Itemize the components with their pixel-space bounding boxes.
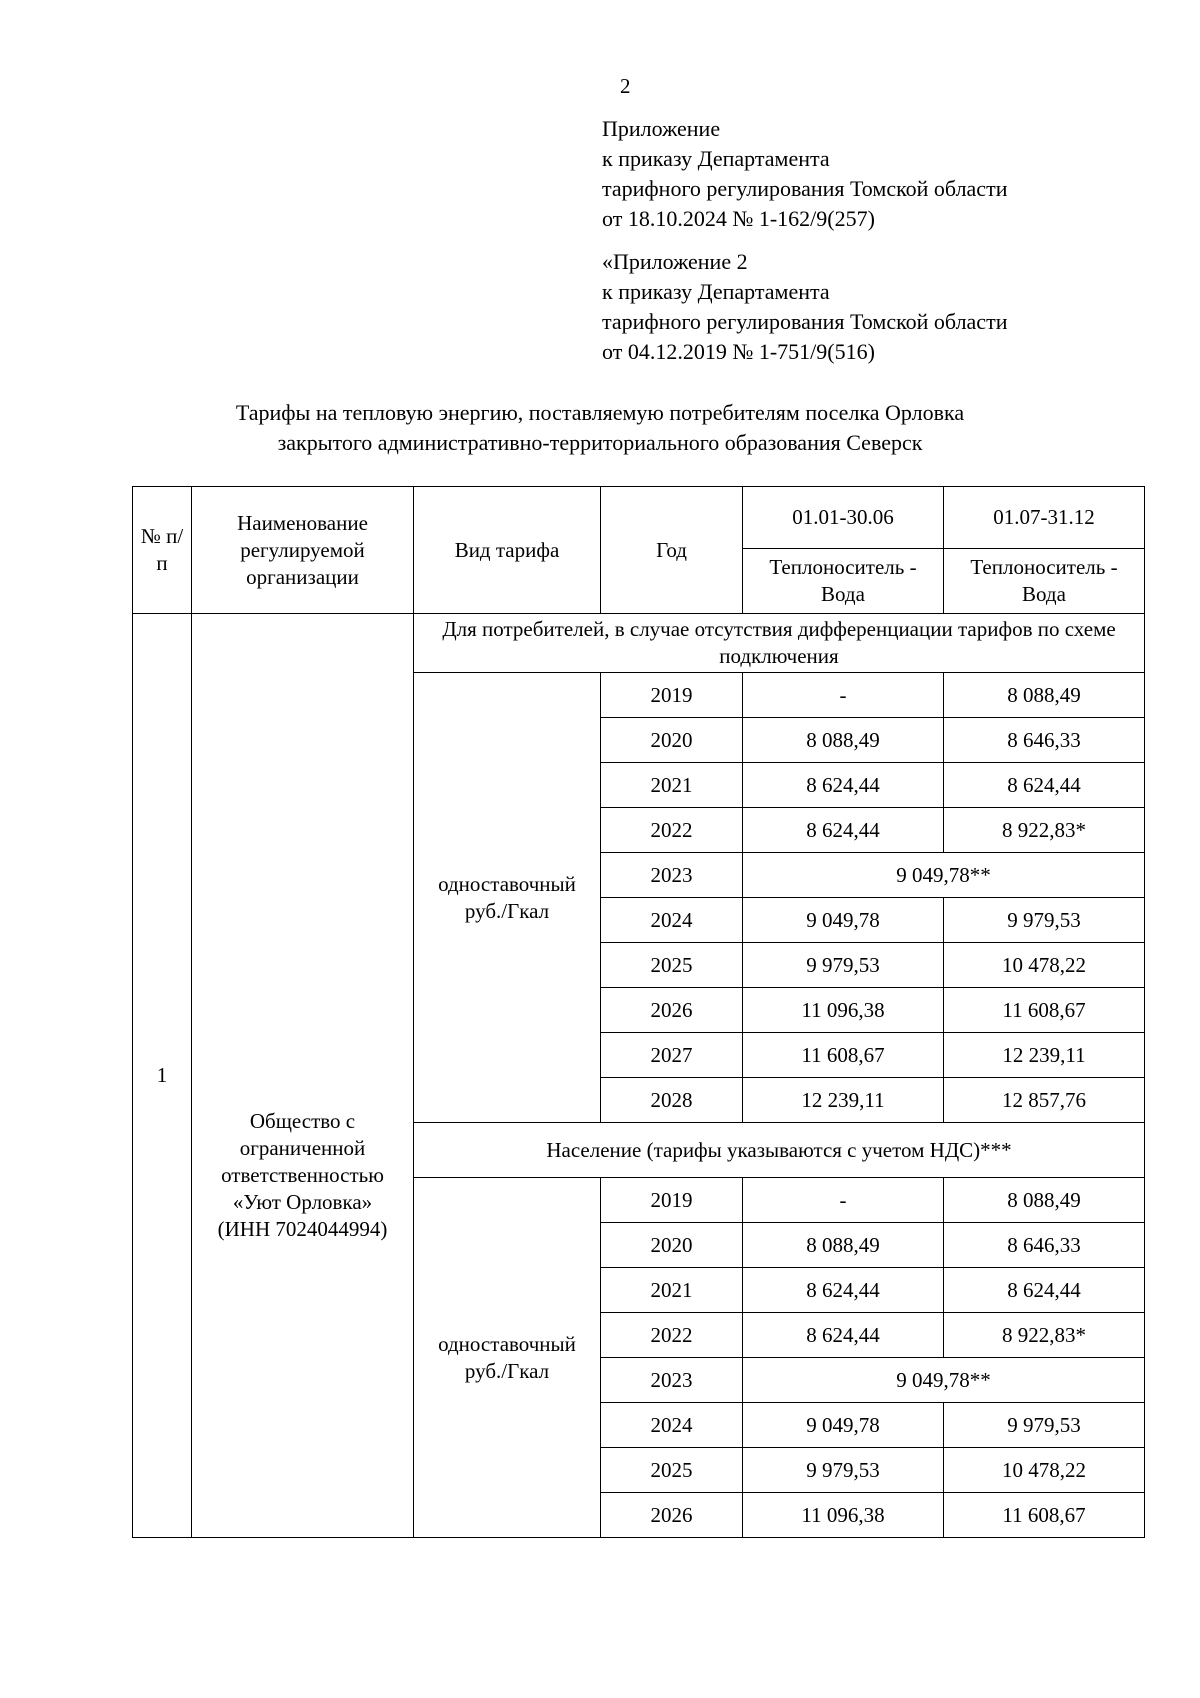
header-tariff-type: Вид тарифа (414, 487, 601, 614)
tariff-value-h2: 8 922,83* (944, 1313, 1145, 1358)
tariff-value-h1: 11 608,67 (743, 1033, 944, 1078)
tariff-value-h1: 9 049,78 (743, 1403, 944, 1448)
appendix-line: от 18.10.2024 № 1-162/9(257) (602, 206, 875, 231)
tariff-value-h2: 12 239,11 (944, 1033, 1145, 1078)
tariff-value-h2: 8 624,44 (944, 763, 1145, 808)
year-cell: 2024 (601, 898, 743, 943)
tariff-value-h1: 11 096,38 (743, 1493, 944, 1538)
year-cell: 2027 (601, 1033, 743, 1078)
appendix-line: «Приложение 2 (602, 249, 748, 274)
year-cell: 2022 (601, 1313, 743, 1358)
tariff-type-line: одноставочный (438, 1331, 576, 1356)
header-period-2: 01.07-31.12 (944, 487, 1145, 549)
tariff-type-line: руб./Гкал (464, 898, 550, 923)
tariff-value-h1: 11 096,38 (743, 988, 944, 1033)
header-row (133, 487, 1145, 549)
year-cell: 2023 (601, 853, 743, 898)
year-cell: 2028 (601, 1078, 743, 1123)
tariff-value-h2: 8 922,83* (944, 808, 1145, 853)
year-cell: 2021 (601, 1268, 743, 1313)
tariff-value-h2: 9 979,53 (944, 898, 1145, 943)
organization-name-line: (ИНН 7024044994) (217, 1217, 388, 1241)
year-cell: 2019 (601, 673, 743, 718)
tariff-value-h1: 8 624,44 (743, 763, 944, 808)
appendix-2-header (602, 247, 1007, 367)
tariff-type (414, 1178, 601, 1538)
tariff-value-h2: 8 088,49 (944, 673, 1145, 718)
tariff-value-h2: 10 478,22 (944, 943, 1145, 988)
section-label: Для потребителей, в случае отсутствия дифференциации тарифов по схеме подключения (414, 614, 1145, 673)
tariff-value-h2: 9 979,53 (944, 1403, 1145, 1448)
organization-name-line: ответственностью (221, 1163, 384, 1187)
appendix-line: от 04.12.2019 № 1-751/9(516) (602, 339, 875, 364)
organization-name (192, 614, 414, 1538)
appendix-line: тарифного регулирования Томской области (602, 176, 1008, 201)
tariff-value-h1: 9 979,53 (743, 1448, 944, 1493)
year-cell: 2021 (601, 763, 743, 808)
year-cell: 2020 (601, 1223, 743, 1268)
year-cell: 2025 (601, 943, 743, 988)
header-medium-1: Теплоноситель - Вода (743, 549, 944, 614)
appendix-line: к приказу Департамента (602, 279, 830, 304)
tariff-value-h1: 8 088,49 (743, 718, 944, 763)
tariff-value-h2: 8 088,49 (944, 1178, 1145, 1223)
tariff-type (414, 673, 601, 1123)
header-num: № п/п (133, 487, 192, 614)
tariff-value-h2: 12 857,76 (944, 1078, 1145, 1123)
section-label: Население (тарифы указываются с учетом НДС)*** (414, 1123, 1145, 1178)
organization-name-line: Общество с (249, 1109, 356, 1133)
tariff-value-h2: 11 608,67 (944, 1493, 1145, 1538)
tariff-value-h2: 8 646,33 (944, 1223, 1145, 1268)
header-organization: Наименование регулируемой организации (192, 487, 414, 614)
year-cell: 2026 (601, 1493, 743, 1538)
section-label-row (133, 614, 1145, 673)
appendix-line: тарифного регулирования Томской области (602, 309, 1008, 334)
header-year: Год (601, 487, 743, 614)
tariff-value-merged: 9 049,78** (743, 1358, 1145, 1403)
year-cell: 2019 (601, 1178, 743, 1223)
page-number: 2 (620, 74, 631, 98)
organization-name-line: «Уют Орловка» (232, 1190, 373, 1214)
tariff-value-h1: - (743, 1178, 944, 1223)
year-cell: 2025 (601, 1448, 743, 1493)
title-line: Тарифы на тепловую энергию, поставляемую потребителям поселка Орловка (235, 400, 965, 425)
tariff-value-h2: 11 608,67 (944, 988, 1145, 1033)
year-cell: 2022 (601, 808, 743, 853)
header-period-1: 01.01-30.06 (743, 487, 944, 549)
tariff-table (132, 486, 1145, 1538)
tariff-value-h1: 9 979,53 (743, 943, 944, 988)
tariff-value-h1: - (743, 673, 944, 718)
header-medium-2: Теплоноситель - Вода (944, 549, 1145, 614)
appendix-line: Приложение (602, 116, 721, 141)
tariff-value-h2: 10 478,22 (944, 1448, 1145, 1493)
appendix-line: к приказу Департамента (602, 146, 830, 171)
year-cell: 2020 (601, 718, 743, 763)
document-title (130, 398, 1070, 458)
tariff-value-h1: 8 624,44 (743, 1313, 944, 1358)
year-cell: 2023 (601, 1358, 743, 1403)
tariff-value-h1: 8 624,44 (743, 1268, 944, 1313)
tariff-value-h1: 8 624,44 (743, 808, 944, 853)
appendix-header (602, 114, 1007, 234)
tariff-value-h1: 9 049,78 (743, 898, 944, 943)
tariff-value-h1: 12 239,11 (743, 1078, 944, 1123)
title-line: закрытого административно-территориального образования Северск (277, 430, 923, 455)
organization-name-line: ограниченной (239, 1136, 366, 1160)
tariff-value-h1: 8 088,49 (743, 1223, 944, 1268)
year-cell: 2026 (601, 988, 743, 1033)
year-cell: 2024 (601, 1403, 743, 1448)
tariff-type-line: руб./Гкал (464, 1358, 550, 1383)
tariff-value-h2: 8 646,33 (944, 718, 1145, 763)
row-number: 1 (133, 614, 192, 1538)
tariff-value-merged: 9 049,78** (743, 853, 1145, 898)
tariff-value-h2: 8 624,44 (944, 1268, 1145, 1313)
tariff-type-line: одноставочный (438, 871, 576, 896)
